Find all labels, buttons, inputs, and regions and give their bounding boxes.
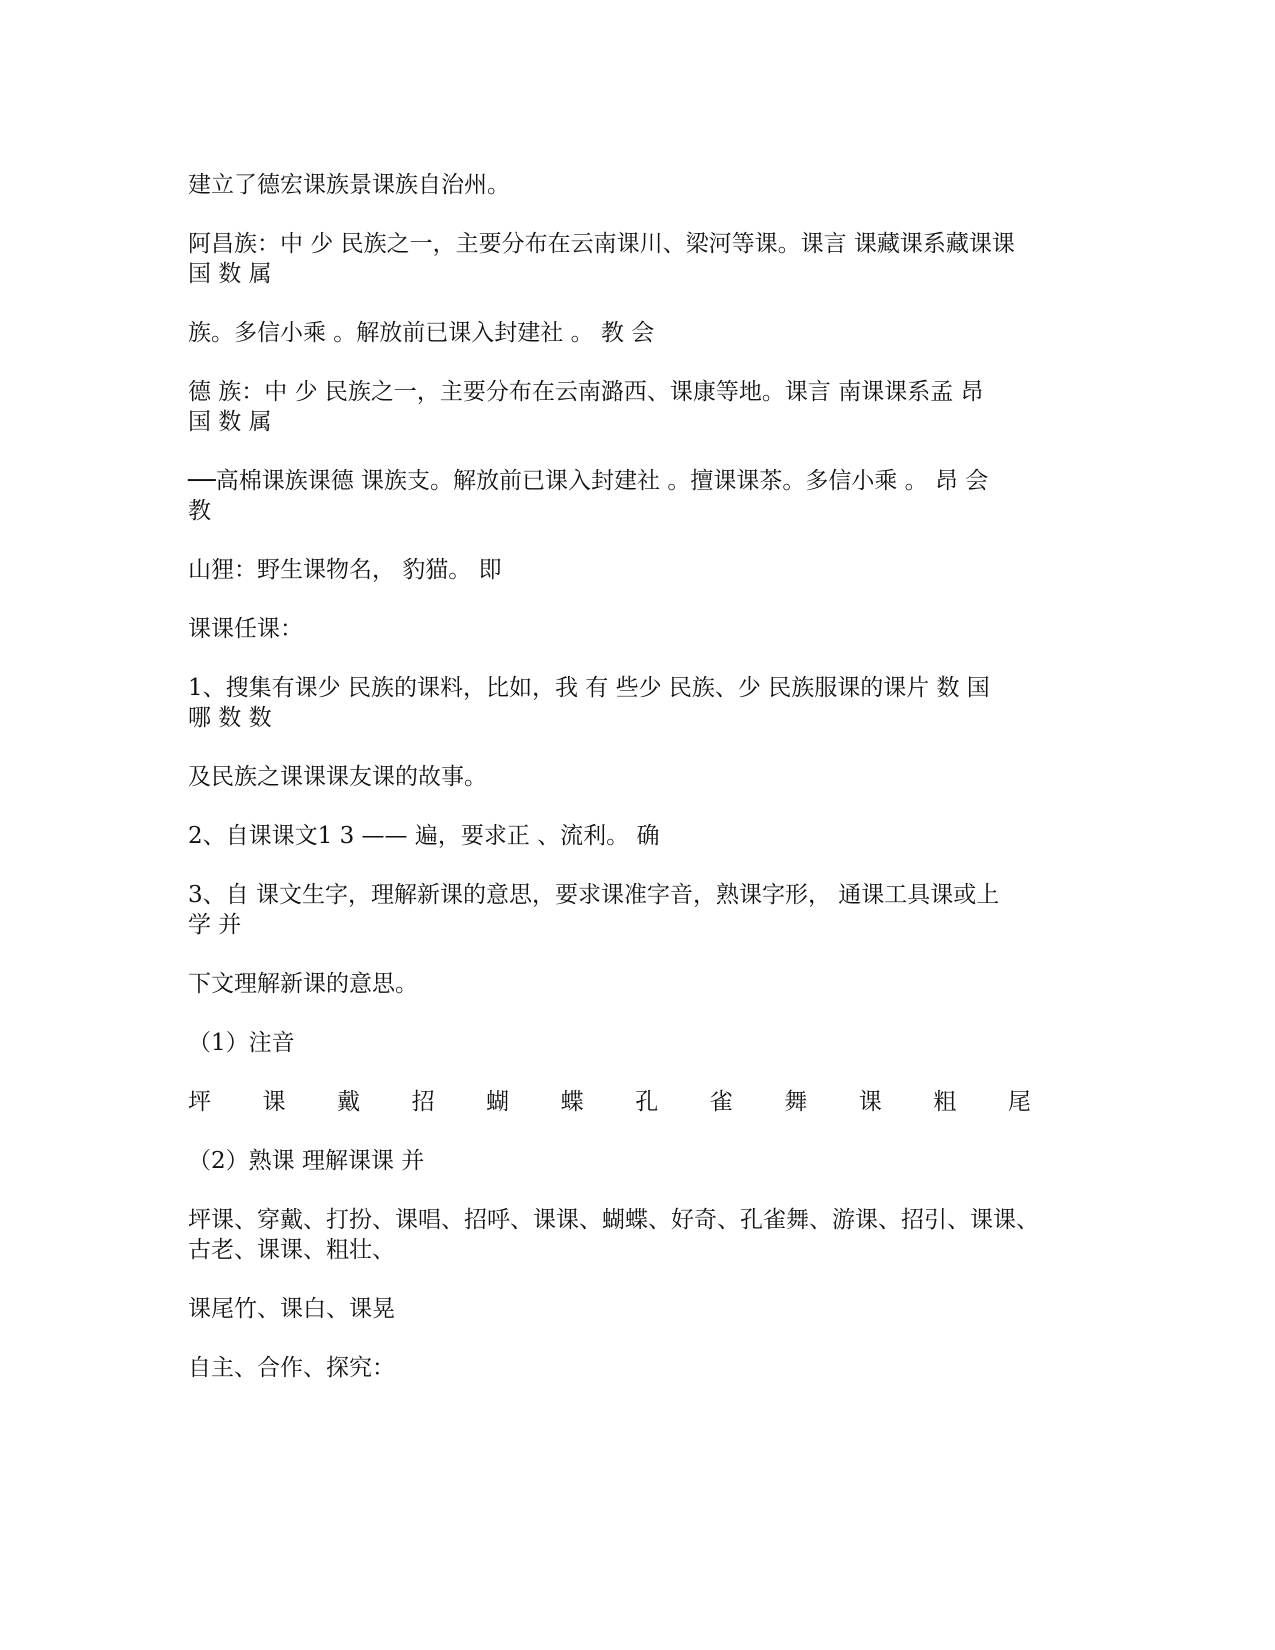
char-item: 雀 xyxy=(709,1089,733,1115)
text-line: 族。多信小乘 。解放前已课入封建社 。 教 会 xyxy=(188,320,655,346)
text-line: 课尾竹、课白、课晃 xyxy=(188,1296,395,1322)
text-line: 2、自课课文1 3 —— 遍，要求正 、流利。 确 xyxy=(188,823,660,849)
text-line: 及民族之课课课友课的故事。 xyxy=(188,764,487,790)
text-line: 1、搜集有课少 民族的课料，比如，我 有 些少 民族、少 民族服课的课片 数 国 xyxy=(188,675,990,701)
char-item: 课 xyxy=(262,1089,286,1115)
text-line: 山狸：野生课物名， 豹猫。 即 xyxy=(188,557,502,583)
text-line: （2）熟课 理解课课 并 xyxy=(188,1148,425,1174)
text-line: 课课任课： xyxy=(188,616,303,642)
text-line: 哪 数 数 xyxy=(188,705,272,731)
text-line: 建立了德宏课族景课族自治州。 xyxy=(188,172,510,198)
text-line: ──高棉课族课德 课族支。解放前已课入封建社 。擅课课茶。多信小乘 。 昂 会 xyxy=(188,468,989,494)
text-line: 坪课、穿戴、打扮、课唱、招呼、课课、蝴蝶、好奇、孔雀舞、游课、招引、课课、 xyxy=(188,1207,1039,1233)
text-line: 下文理解新课的意思。 xyxy=(188,971,418,997)
char-item: 蝴 xyxy=(486,1089,510,1115)
char-item: 孔 xyxy=(635,1089,659,1115)
char-item: 舞 xyxy=(784,1089,808,1115)
text-line: 阿昌族：中 少 民族之一，主要分布在云南课川、梁河等课。课言 课藏课系藏课课 xyxy=(188,231,1015,257)
char-item: 粗 xyxy=(933,1089,957,1115)
text-line: 3、自 课文生字，理解新课的意思，要求课准字音，熟课字形， 通课工具课或上 xyxy=(188,882,1000,908)
text-line: 国 数 属 xyxy=(188,409,272,435)
char-list xyxy=(188,1087,1048,1118)
char-item: 蝶 xyxy=(560,1089,584,1115)
char-item: 尾 xyxy=(1007,1089,1031,1115)
text-line: （1）注音 xyxy=(188,1030,295,1056)
text-line: 学 并 xyxy=(188,912,242,938)
char-item: 戴 xyxy=(337,1089,361,1115)
text-line: 古老、课课、粗壮、 xyxy=(188,1237,395,1263)
char-item: 课 xyxy=(858,1089,882,1115)
text-line: 教 xyxy=(188,498,211,524)
text-line: 自主、合作、探究： xyxy=(188,1355,395,1381)
char-item: 招 xyxy=(411,1089,435,1115)
char-item: 坪 xyxy=(188,1089,211,1115)
text-line: 国 数 属 xyxy=(188,261,272,287)
text-line: 德 族：中 少 民族之一，主要分布在云南潞西、课康等地。课言 南课课系孟 昂 xyxy=(188,379,984,405)
